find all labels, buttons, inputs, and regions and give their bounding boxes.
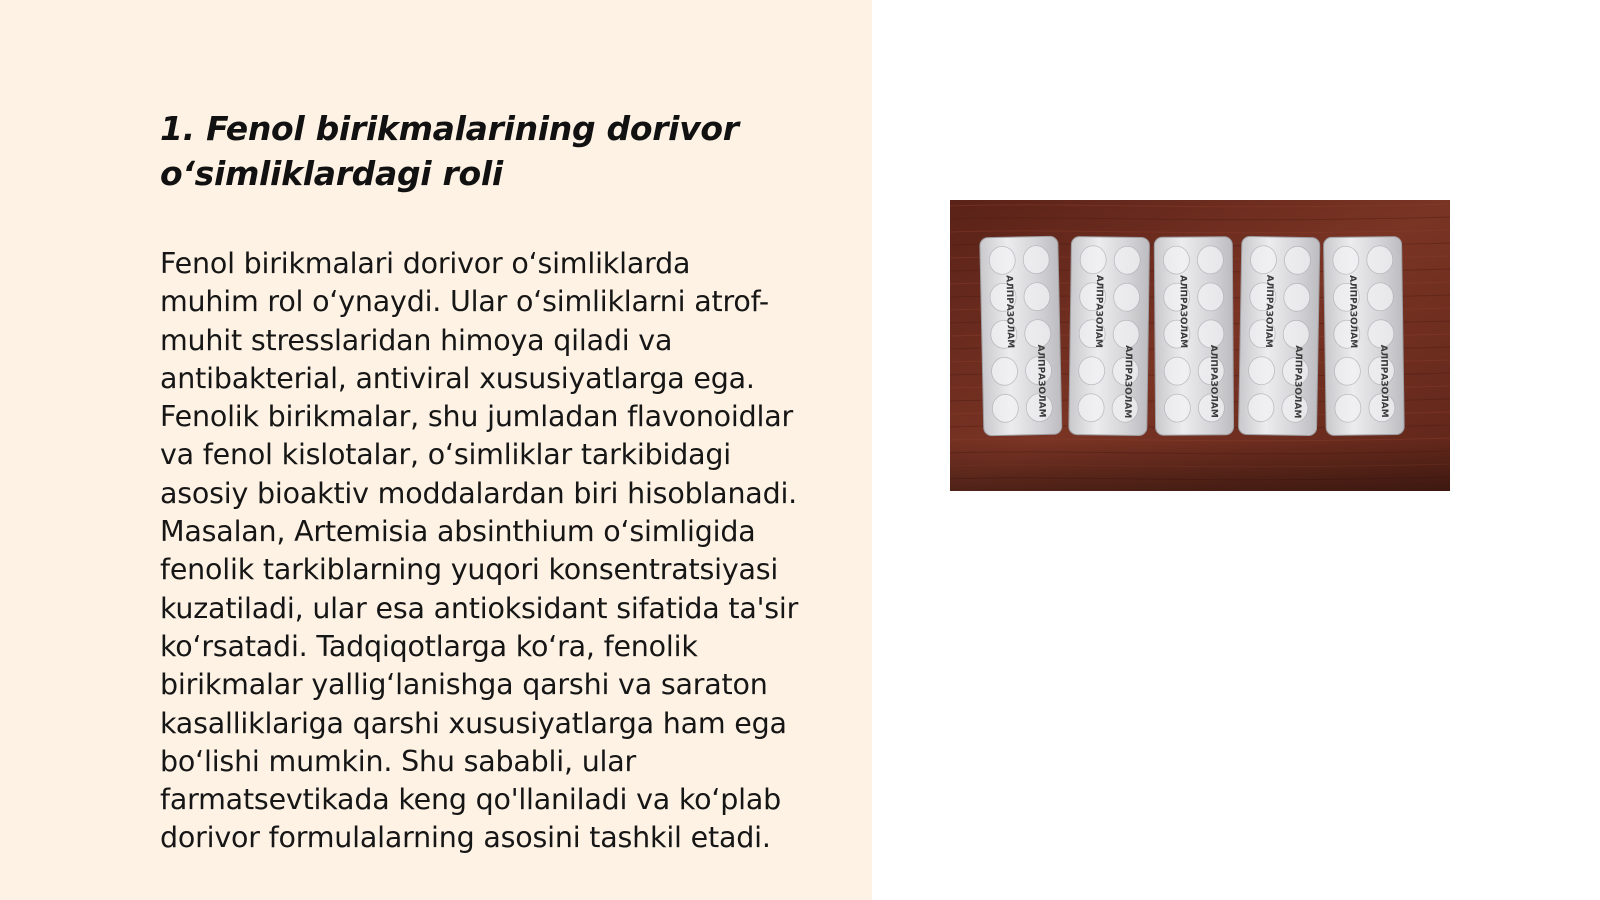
pill-bump [1024, 282, 1051, 311]
pill-bump [1368, 320, 1394, 348]
pill-bump [1284, 246, 1310, 274]
blister-pack [1323, 236, 1404, 435]
body-line: dorivor formulalarning asosini tashkil etadi. [160, 821, 771, 855]
blister-label-text: АЛПРАЗОЛАМ [1003, 275, 1016, 349]
pill-bump [1334, 357, 1360, 385]
body-line: bo‘lishi mumkin. Shu sababli, ular [160, 744, 637, 778]
blister-label-text: АЛПРАЗОЛАМ [1207, 344, 1219, 418]
pill-bump [1367, 246, 1393, 274]
pill-bump [989, 246, 1016, 275]
pill-bump [1250, 246, 1276, 274]
blister-label-text: АЛПРАЗОЛАМ [1177, 275, 1189, 349]
pill-bump [992, 394, 1019, 423]
pill-bump [1113, 283, 1139, 311]
blister-label-text: АЛПРАЗОЛАМ [1347, 275, 1359, 349]
pill-bump [1080, 246, 1106, 274]
pill-bump [1164, 357, 1190, 385]
body-line: Masalan, Artemisia absinthium o‘simligida [160, 515, 756, 549]
body-line: muhim rol o‘ynaydi. Ular o‘simliklarni atrof- [160, 285, 769, 319]
pill-bump [1198, 283, 1224, 311]
slide-body-text [160, 245, 860, 858]
body-line: va fenol kislotalar, o‘simliklar tarkibidagi [160, 438, 731, 472]
blister-label-text: АЛПРАЗОЛАМ [1121, 345, 1133, 419]
blister-label-text: АЛПРАЗОЛАМ [1262, 274, 1275, 348]
blister-pack [980, 236, 1062, 436]
blister-packs [980, 236, 1405, 436]
pill-bump [1248, 356, 1274, 384]
pill-bump [1367, 283, 1393, 311]
slide-title-line-1: 1. Fenol birikmalarining dorivor [160, 109, 739, 148]
body-line: antibakterial, antiviral xususiyatlarga ega. [160, 361, 755, 395]
body-line: Fenolik birikmalar, shu jumladan flavonoidlar [160, 400, 794, 434]
slide-title-line-2: o‘simliklardagi roli [160, 154, 503, 193]
pill-bump [991, 357, 1018, 386]
pill-bump [1248, 393, 1274, 421]
pill-bump [1113, 320, 1139, 348]
pill-bump [1114, 246, 1140, 274]
blister-packs-illustration [950, 200, 1450, 491]
blister-pack [1154, 237, 1233, 436]
pill-bump [1335, 394, 1361, 422]
pill-bump [1023, 245, 1050, 274]
body-line: Fenol birikmalari dorivor o‘simliklarda [160, 247, 691, 280]
blister-label-text: АЛПРАЗОЛАМ [1034, 344, 1047, 418]
pill-bump [1164, 394, 1190, 422]
body-line: farmatsevtikada keng qo'llaniladi va ko‘plab [160, 783, 782, 817]
body-line: fenolik tarkiblarning yuqori konsentratsiyasi [160, 553, 779, 587]
blister-pack [1069, 236, 1150, 435]
slide-title [160, 106, 850, 196]
body-line: ko‘rsatadi. Tadqiqotlarga ko‘ra, fenolik [160, 629, 698, 663]
body-line: muhit stresslaridan himoya qiladi va [160, 323, 673, 357]
body-line: asosiy bioaktiv moddalardan biri hisoblanadi. [160, 476, 798, 510]
pill-bump [1024, 319, 1051, 348]
blister-packs-photo [950, 200, 1450, 491]
pill-bump [1283, 320, 1309, 348]
pill-bump [1198, 320, 1224, 348]
pill-bump [1284, 283, 1310, 311]
body-line: birikmalar yallig‘lanishga qarshi va saraton [160, 668, 768, 702]
pill-bump [1333, 246, 1359, 274]
blister-label-text: АЛПРАЗОЛАМ [1291, 345, 1303, 419]
bottom-shadow [950, 440, 1450, 491]
pill-bump [1163, 246, 1189, 274]
body-line: kuzatiladi, ular esa antioksidant sifatida ta'sir [160, 591, 799, 625]
pill-bump [1078, 357, 1104, 385]
blister-label-text: АЛПРАЗОЛАМ [1092, 274, 1104, 348]
blister-label-text: АЛПРАЗОЛАМ [1377, 344, 1390, 418]
blister-pack [1238, 236, 1319, 435]
pill-bump [1197, 246, 1223, 274]
pill-bump [1078, 394, 1104, 422]
body-line: kasalliklariga qarshi xususiyatlarga ham ega [160, 706, 787, 740]
